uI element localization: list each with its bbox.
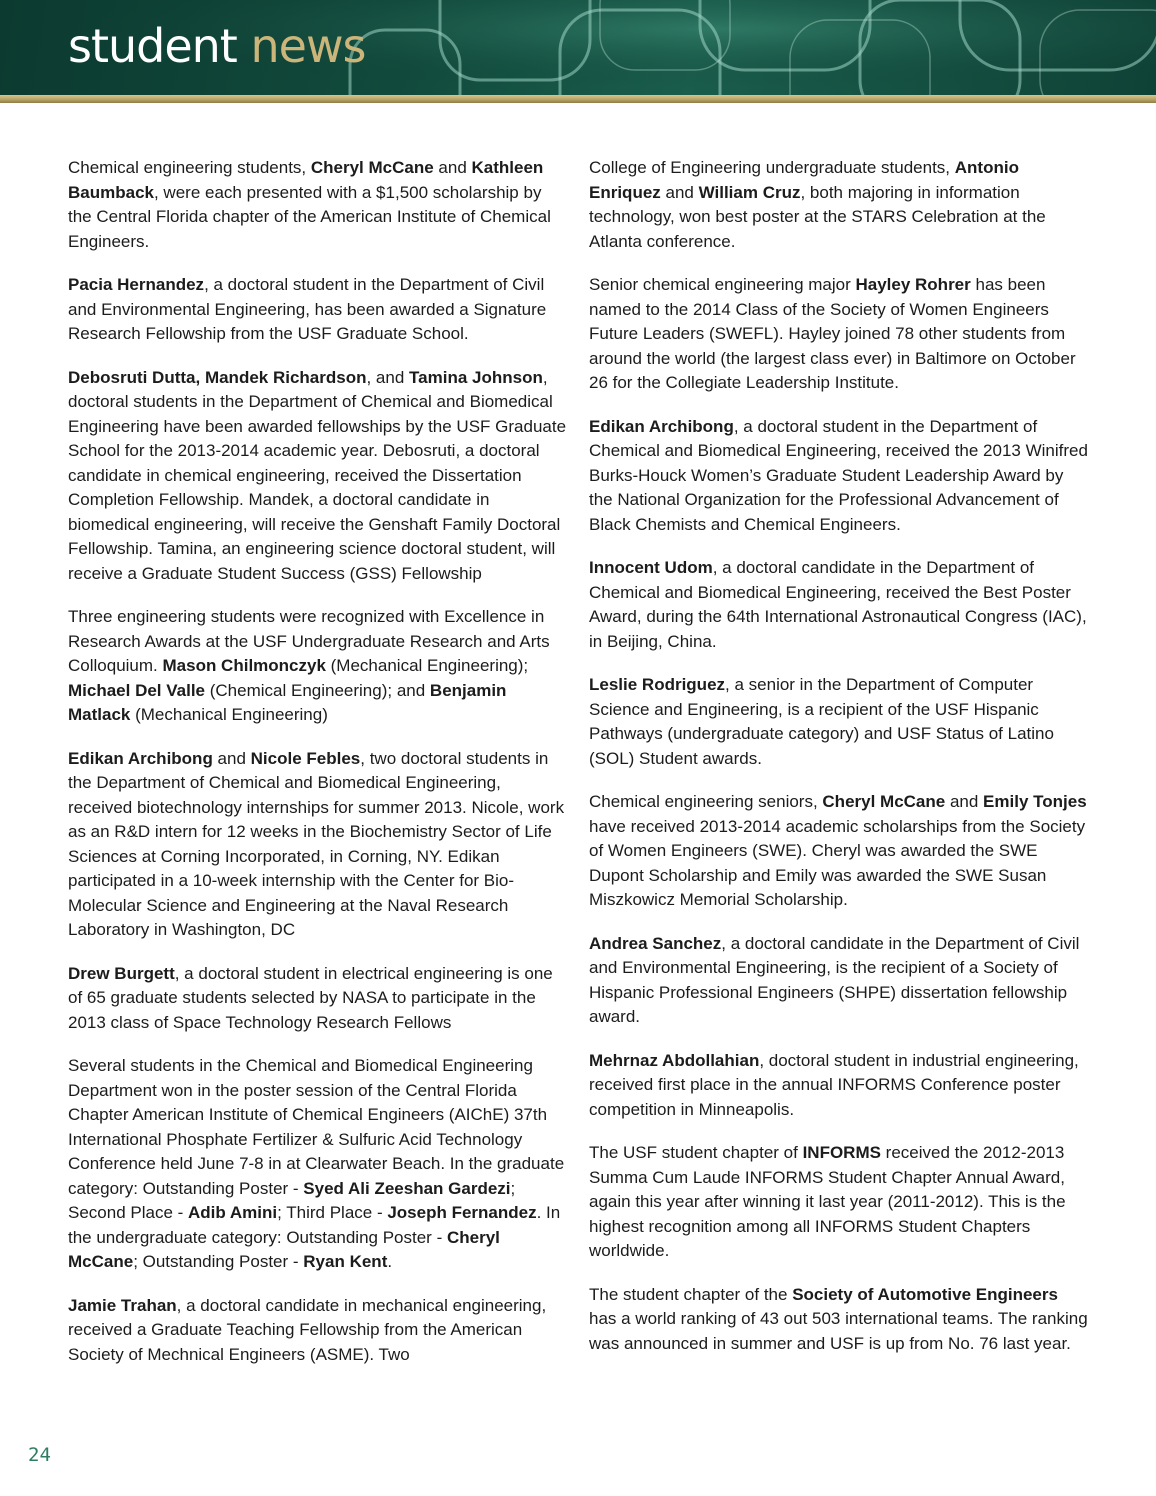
person-name: Debosruti Dutta, Mandek Richardson <box>68 367 367 387</box>
person-name: Mehrnaz Abdollahian <box>589 1050 760 1070</box>
title-word-news: news <box>250 19 366 73</box>
news-item: The USF student chapter of INFORMS received the 2012-2013 Summa Cum Laude INFORMS Student Chapter Annual Award, again this year after winning it last year (2011-2012). This is the highest recognition among all INFORMS Student Chapters worldwide. <box>589 1143 1066 1260</box>
person-name: Benjamin Matlack <box>68 680 507 724</box>
news-item: Pacia Hernandez, a doctoral student in the Department of Civil and Environmental Engineering, has been awarded a Signature Research Fellowship from the USF Graduate School. <box>68 275 547 343</box>
gold-divider <box>0 95 1156 103</box>
news-item: Jamie Trahan, a doctoral candidate in mechanical engineering, received a Graduate Teaching Fellowship from the American Society of Mechnical Engineers (ASME). Two <box>68 1295 547 1364</box>
person-name: Nicole Febles <box>250 748 361 768</box>
person-name: Cheryl McCane <box>68 1227 500 1271</box>
news-item: Innocent Udom, a doctoral candidate in the Department of Chemical and Biomedical Engineering, received the Best Poster Award, during the 64th International Astronautical Congress (IAC), in Beijing, China. <box>589 558 1087 651</box>
person-name: Syed Ali Zeeshan Gardezi <box>303 1178 511 1198</box>
news-item: Senior chemical engineering major Hayley Rohrer has been named to the 2014 Class of the Society of Women Engineers Future Leaders (SWEFL). Hayley joined 78 other students from around the world (the largest class ever) in Baltimore on October 26 for the Collegiate Leadership Institute. <box>589 275 1076 392</box>
news-item: Andrea Sanchez, a doctoral candidate in the Department of Civil and Environmental Engineering, is the recipient of a Society of Hispanic Professional Engineers (SHPE) dissertation fellowship award. <box>589 933 1080 1026</box>
person-name: Edikan Archibong <box>589 416 734 436</box>
right-column <box>589 156 1089 1375</box>
left-column <box>68 156 568 1386</box>
person-name: Joseph Fernandez <box>387 1203 537 1222</box>
person-name: Hayley Rohrer <box>855 275 971 294</box>
news-item: Edikan Archibong, a doctoral student in the Department of Chemical and Biomedical Engineering, received the 2013 Winifred Burks-Houck Women’s Graduate Student Leadership Award by the National Organization for the Professional Advancement of Black Chemists and Chemical Engineers. <box>589 416 1088 534</box>
news-item: Chemical engineering students, Cheryl McCane and Kathleen Baumback, were each presented with a $1,500 scholarship by the Central Florida chapter of the American Institute of Chemical Engineers. <box>68 158 551 251</box>
person-name: Ryan Kent <box>303 1252 388 1271</box>
person-name: Kathleen Baumback <box>68 158 544 202</box>
person-name: Cheryl McCane <box>822 792 946 811</box>
title-word-student: student <box>68 19 237 73</box>
news-item: Debosruti Dutta, Mandek Richardson, and Tamina Johnson, doctoral students in the Department of Chemical and Biomedical Engineering have been awarded fellowships by the USF Graduate School for the 2013-2014 academic year. Debosruti, a doctoral candidate in chemical engineering, received the Dissertation Completion Fellowship. Mandek, a doctoral candidate in biomedical engineering, will receive the Genshaft Family Doctoral Fellowship. Tamina, an engineering science doctoral student, will receive a Graduate Student Success (GSS) Fellowship <box>68 367 567 583</box>
person-name: Innocent Udom <box>589 558 713 577</box>
news-item: Three engineering students were recognized with Excellence in Research Awards at the USF Undergraduate Research and Arts Colloquium. Mason Chilmonczyk (Mechanical Engineering); Michael Del Valle (Chemical Engineering); and Benjamin Matlack (Mechanical Engineering) <box>68 607 550 724</box>
person-name: Antonio Enriquez <box>589 158 1019 202</box>
person-name: Emily Tonjes <box>983 792 1087 811</box>
person-name: Andrea Sanchez <box>589 933 722 953</box>
person-name: Jamie Trahan <box>68 1295 177 1315</box>
news-item: College of Engineering undergraduate students, Antonio Enriquez and William Cruz, both majoring in information technology, won best poster at the STARS Celebration at the Atlanta conference. <box>589 158 1046 251</box>
person-name: Pacia Hernandez <box>68 275 205 294</box>
person-name: INFORMS <box>802 1143 881 1162</box>
person-name: Society of Automotive Engineers <box>792 1284 1058 1304</box>
news-item: Several students in the Chemical and Biomedical Engineering Department won in the poster session of the Central Florida Chapter American Institute of Chemical Engineers (AIChE) 37th International Phosphate Fertilizer & Sulfuric Acid Technology Conference held June 7-8 in at Clearwater Beach. In the graduate category: Outstanding Poster - Syed Ali Zeeshan Gardezi; Second Place - Adib Amini; Third Place - Joseph Fernandez. In the undergraduate category: Outstanding Poster - Cheryl McCane; Outstanding Poster - Ryan Kent. <box>68 1056 565 1271</box>
page-number: 24 <box>28 1444 51 1466</box>
news-item: Chemical engineering seniors, Cheryl McCane and Emily Tonjes have received 2013-2014 academic scholarships from the Society of Women Engineers (SWE). Cheryl was awarded the SWE Dupont Scholarship and Emily was awarded the SWE Susan Miszkowicz Memorial Scholarship. <box>589 792 1087 909</box>
person-name: Tamina Johnson <box>409 367 543 387</box>
person-name: Adib Amini <box>188 1203 278 1222</box>
person-name: Edikan Archibong <box>68 748 213 768</box>
news-item: Mehrnaz Abdollahian, doctoral student in industrial engineering, received first place in the annual INFORMS Conference poster competition in Minneapolis. <box>589 1050 1079 1119</box>
section-title <box>68 18 366 74</box>
news-item: Edikan Archibong and Nicole Febles, two doctoral students in the Department of Chemical and Biomedical Engineering, received biotechnology internships for summer 2013. Nicole, work as an R&D intern for 12 weeks in the Biochemistry Sector of Life Sciences at Corning Incorporated, in Corning, NY. Edikan participated in a 10-week internship with the Center for Bio-Molecular Science and Engineering at the Naval Research Laboratory in Washington, DC <box>68 748 565 939</box>
person-name: Drew Burgett <box>68 963 175 983</box>
person-name: Michael Del Valle <box>68 680 206 700</box>
news-item: Drew Burgett, a doctoral student in electrical engineering is one of 65 graduate students selected by NASA to participate in the 2013 class of Space Technology Research Fellows <box>68 963 553 1032</box>
person-name: Leslie Rodriguez <box>589 675 726 694</box>
news-item: Leslie Rodriguez, a senior in the Department of Computer Science and Engineering, is a recipient of the USF Hispanic Pathways (undergraduate category) and USF Status of Latino (SOL) Student awards. <box>589 675 1054 768</box>
news-item: The student chapter of the Society of Automotive Engineers has a world ranking of 43 out 503 international teams. The ranking was announced in summer and USF is up from No. 76 last year. <box>589 1284 1088 1353</box>
header-banner <box>0 0 1156 97</box>
person-name: Cheryl McCane <box>310 158 434 177</box>
person-name: William Cruz <box>698 182 801 202</box>
person-name: Mason Chilmonczyk <box>162 656 326 675</box>
